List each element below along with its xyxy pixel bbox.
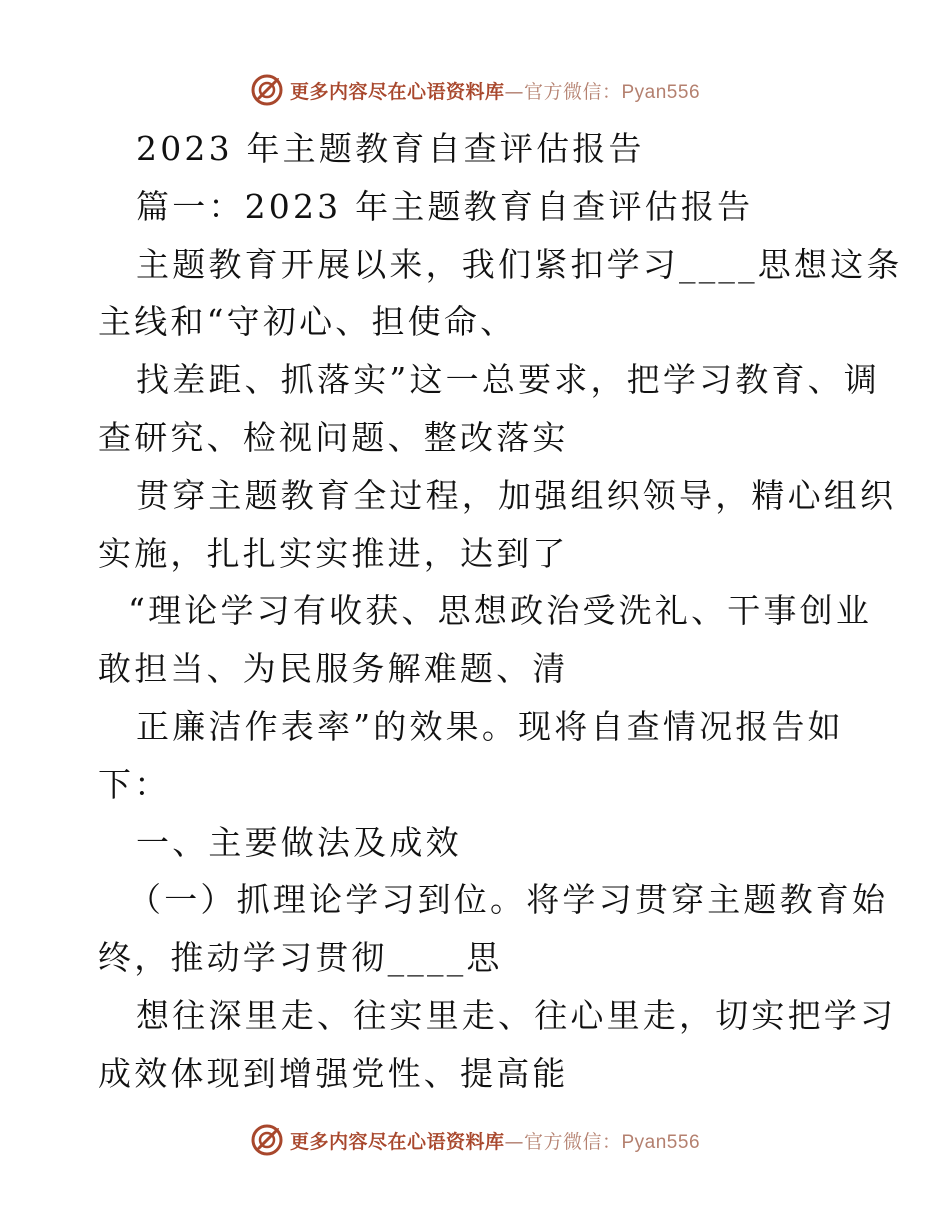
paragraph-line: （一）抓理论学习到位。将学习贯穿主题教育始 — [128, 880, 889, 920]
paragraph-line: 成效体现到增强党性、提高能 — [98, 1053, 569, 1093]
paragraph-line: 查研究、检视问题、整改落实 — [98, 417, 569, 457]
paragraph-line: “理论学习有收获、思想政治受洗礼、干事创业 — [128, 591, 873, 631]
paragraph-line: 想往深里走、往实里走、往心里走，切实把学习 — [136, 995, 897, 1035]
paragraph-line: 贯穿主题教育全过程，加强组织领导，精心组织 — [136, 475, 897, 515]
paragraph-line: 下： — [98, 764, 171, 804]
paragraph-line: 找差距、抓落实”这一总要求，把学习教育、调 — [136, 360, 881, 400]
paragraph-line: 正廉洁作表率”的效果。现将自查情况报告如 — [136, 706, 844, 746]
watermark-wechat-id: Pyan556 — [621, 81, 701, 103]
section-heading: 篇一：2023 年主题教育自查评估报告 — [136, 186, 754, 226]
paragraph-line: 终，推动学习贯彻____思 — [98, 938, 503, 978]
watermark-wechat-id: Pyan556 — [621, 1131, 701, 1153]
watermark-banner-bottom — [0, 1120, 950, 1160]
paragraph-line: 实施，扎扎实实推进，达到了 — [98, 533, 569, 573]
watermark-main-text: 更多内容尽在心语资料库 — [289, 1130, 505, 1153]
logo-icon — [250, 1123, 284, 1157]
watermark-main-text: 更多内容尽在心语资料库 — [289, 80, 505, 103]
watermark-separator: — — [504, 80, 524, 103]
paragraph-line: 主线和“守初心、担使命、 — [98, 302, 517, 342]
watermark-wechat-label: 官方微信： — [523, 1130, 622, 1153]
paragraph-line: 主题教育开展以来，我们紧扣学习____思想这条 — [136, 244, 903, 284]
logo-icon — [250, 73, 284, 107]
watermark-separator: — — [504, 1130, 524, 1153]
watermark-wechat-label: 官方微信： — [523, 80, 622, 103]
paragraph-line: 敢担当、为民服务解难题、清 — [98, 649, 569, 689]
document-title: 2023 年主题教育自查评估报告 — [136, 129, 645, 168]
watermark-banner-top — [0, 70, 950, 110]
section-heading: 一、主要做法及成效 — [136, 822, 462, 862]
document-body — [98, 120, 903, 1103]
